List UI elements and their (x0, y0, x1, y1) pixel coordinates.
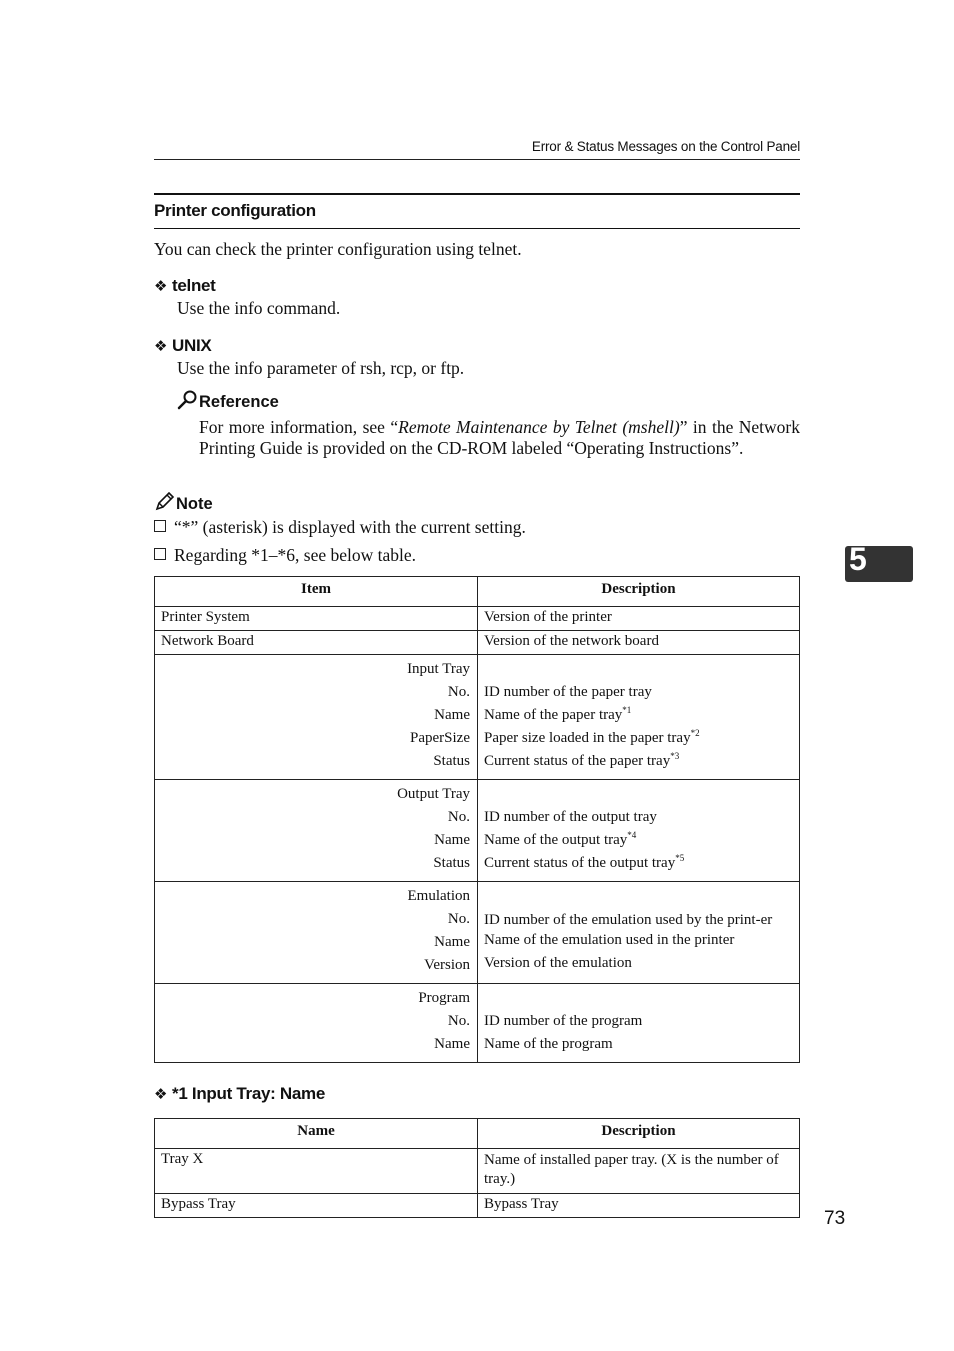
description-cell (478, 984, 800, 1063)
item-label: Name (434, 934, 470, 950)
item-label: Version (424, 957, 470, 973)
printer-configuration-table (154, 576, 800, 1063)
column-header: Description (478, 1119, 800, 1149)
column-header: Name (155, 1119, 478, 1149)
group-label: Output Tray (397, 786, 470, 802)
input-tray-name-heading-label: *1 Input Tray: Name (172, 1084, 326, 1103)
description-cell: Name of installed paper tray. (X is the number of tray.) (478, 1149, 800, 1194)
note-item (154, 517, 526, 538)
footnote-ref: *3 (670, 751, 680, 761)
column-header: Description (478, 577, 800, 607)
unix-heading (154, 336, 211, 356)
section-rule-bottom (154, 228, 800, 229)
column-header: Item (155, 577, 478, 607)
description-line: Name of the output tray$^{*4}$ (484, 830, 637, 848)
item-label: No. (447, 911, 470, 927)
note-item-text: Regarding *1–*6, see below table. (174, 545, 417, 565)
description-cell (478, 882, 800, 984)
section-rule-top (154, 193, 800, 195)
intro-text: You can check the printer configuration using telnet. (154, 239, 522, 259)
item-label: No. (447, 684, 470, 700)
table-row (155, 1149, 800, 1194)
description-line: Name of the emulation used in the printer (484, 932, 735, 948)
description-cell: Version of the network board (478, 631, 800, 655)
description-cell (478, 655, 800, 780)
item-cell: Printer System (155, 607, 478, 631)
reference-text (199, 417, 800, 458)
footnote-ref: *1 (622, 705, 632, 715)
description-line: ID number of the paper tray (484, 684, 652, 700)
table-row (155, 631, 800, 655)
group-label: Program (418, 990, 470, 1006)
input-tray-name-heading (154, 1084, 325, 1104)
unix-heading-label: UNIX (172, 336, 212, 355)
table-row-program (155, 984, 800, 1063)
pencil-note-icon (154, 492, 176, 512)
description-line: Paper size loaded in the paper tray$^{*2}$ (484, 728, 700, 746)
footnote-ref: *2 (690, 728, 700, 738)
item-cell: Network Board (155, 631, 478, 655)
running-header: Error & Status Messages on the Control Panel (531, 139, 800, 154)
note-item (154, 545, 416, 566)
item-label: No. (447, 809, 470, 825)
footnote-ref: *4 (627, 830, 637, 840)
description-line: ID number of the program (484, 1013, 643, 1029)
item-cell (155, 780, 478, 882)
section-title: Printer configuration (154, 201, 316, 220)
table-row-input-tray (155, 655, 800, 780)
table-row-output-tray (155, 780, 800, 882)
diamond-bullet-icon: ❖ (154, 1086, 168, 1103)
item-label: Name (434, 1036, 470, 1052)
reference-text-before: For more information, see “ (199, 417, 399, 437)
reference-heading-label: Reference (199, 393, 279, 411)
telnet-heading (154, 276, 216, 296)
item-label: No. (447, 1013, 470, 1029)
table-row-emulation (155, 882, 800, 984)
description-line: ID number of the output tray (484, 809, 657, 825)
name-cell: Bypass Tray (155, 1194, 478, 1218)
item-label: Status (433, 855, 470, 871)
telnet-text: Use the info command. (177, 298, 341, 318)
table-header-row (155, 1119, 800, 1149)
group-label: Emulation (407, 888, 470, 904)
header-rule (154, 159, 800, 160)
description-line: Current status of the output tray$^{*5}$ (484, 853, 685, 871)
reference-italic-title: Remote Maintenance by Telnet (mshell) (398, 417, 680, 437)
note-item-text: “*” (asterisk) is displayed with the current setting. (174, 517, 526, 537)
footnote-ref: *5 (675, 853, 685, 863)
description-line: Version of the emulation (484, 955, 632, 971)
description-line: ID number of the emulation used by the print-er (484, 912, 773, 928)
reference-text-after: ” in the Network Printing Guide is provided on the CD-ROM labeled “Operating Instructions”. (199, 417, 800, 458)
description-line: Name of the program (484, 1036, 613, 1052)
item-label: Name (434, 707, 470, 723)
diamond-bullet-icon: ❖ (154, 338, 168, 355)
diamond-bullet-icon: ❖ (154, 278, 168, 295)
table-row (155, 607, 800, 631)
item-label: Name (434, 832, 470, 848)
item-cell (155, 984, 478, 1063)
unix-text: Use the info parameter of rsh, rcp, or ftp. (177, 358, 465, 378)
note-heading-label: Note (176, 495, 213, 513)
item-cell (155, 655, 478, 780)
checkbox-bullet-icon (154, 548, 166, 560)
chapter-tab-number: 5 (849, 541, 867, 577)
magnifier-reference-icon (177, 390, 199, 410)
name-cell: Tray X (155, 1149, 478, 1194)
input-tray-name-table (154, 1118, 800, 1218)
group-label: Input Tray (407, 661, 470, 677)
note-heading (154, 492, 213, 514)
table-row (155, 1194, 800, 1218)
page-number: 73 (824, 1208, 846, 1229)
table-header-row (155, 577, 800, 607)
reference-heading (177, 390, 279, 412)
description-line: Name of the paper tray$^{*1}$ (484, 705, 632, 723)
checkbox-bullet-icon (154, 520, 166, 532)
item-cell (155, 882, 478, 984)
description-cell (478, 780, 800, 882)
item-label: PaperSize (410, 730, 470, 746)
description-cell: Bypass Tray (478, 1194, 800, 1218)
telnet-heading-label: telnet (172, 276, 216, 295)
description-cell: Version of the printer (478, 607, 800, 631)
item-label: Status (433, 753, 470, 769)
description-line: Current status of the paper tray$^{*3}$ (484, 751, 680, 769)
